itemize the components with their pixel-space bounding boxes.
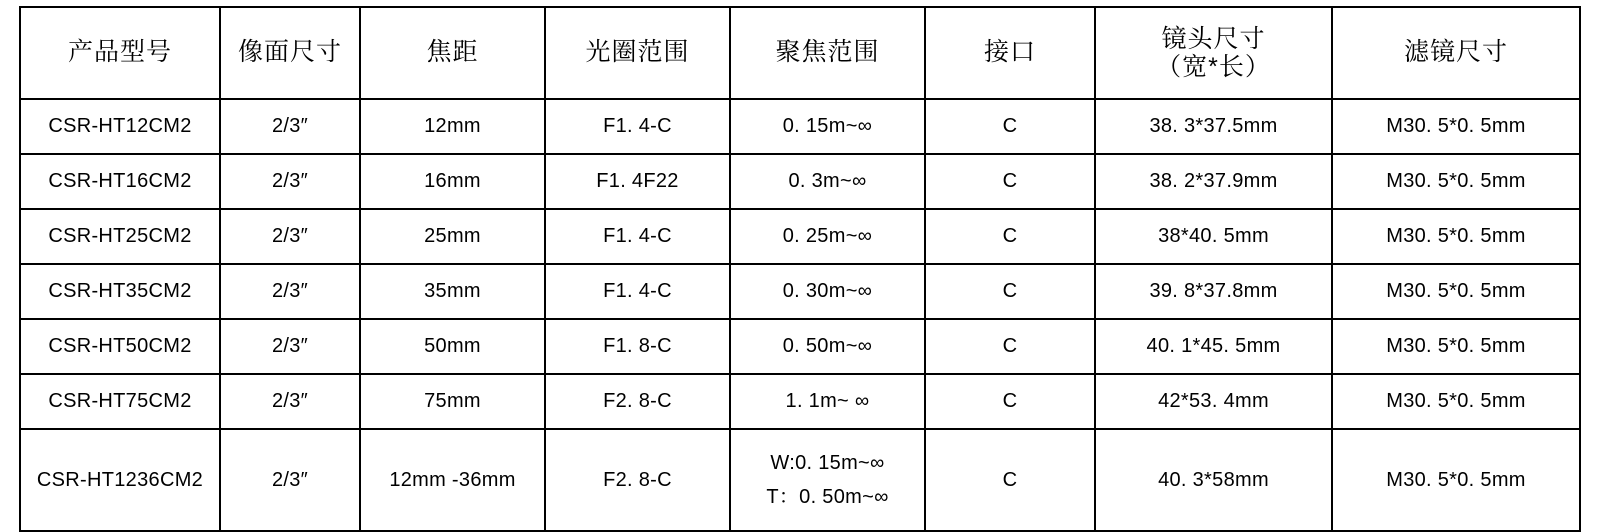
- cell-lens-size: 38. 3*37.5mm: [1095, 99, 1332, 154]
- cell-aperture-range: F2. 8-C: [545, 429, 730, 531]
- cell-model: CSR-HT35CM2: [20, 264, 220, 319]
- cell-aperture-range: F1. 4-C: [545, 264, 730, 319]
- cell-aperture-range: F2. 8-C: [545, 374, 730, 429]
- cell-aperture-range: F1. 4-C: [545, 99, 730, 154]
- cell-focus-range-tele: T：0. 50m~∞: [766, 486, 889, 508]
- cell-focus-range: 0. 50m~∞: [730, 319, 925, 374]
- column-header-mount: 接口: [925, 7, 1095, 99]
- header-row: [20, 7, 1580, 99]
- cell-focal-length: 35mm: [360, 264, 545, 319]
- cell-lens-size: 40. 1*45. 5mm: [1095, 319, 1332, 374]
- cell-focus-range: 0. 30m~∞: [730, 264, 925, 319]
- cell-mount: C: [925, 319, 1095, 374]
- cell-lens-size: 42*53. 4mm: [1095, 374, 1332, 429]
- cell-image-size: 2/3″: [220, 319, 360, 374]
- cell-aperture-range: F1. 8-C: [545, 319, 730, 374]
- cell-focal-length: 25mm: [360, 209, 545, 264]
- cell-focal-length: 16mm: [360, 154, 545, 209]
- cell-focus-range: 0. 25m~∞: [730, 209, 925, 264]
- cell-focus-range: 1. 1m~ ∞: [730, 374, 925, 429]
- cell-model: CSR-HT12CM2: [20, 99, 220, 154]
- cell-filter-size: M30. 5*0. 5mm: [1332, 264, 1580, 319]
- cell-lens-size: 38*40. 5mm: [1095, 209, 1332, 264]
- table-row: [20, 374, 1580, 429]
- table-row: [20, 99, 1580, 154]
- column-header-image-size: 像面尺寸: [220, 7, 360, 99]
- cell-mount: C: [925, 374, 1095, 429]
- column-header-aperture-range: 光圈范围: [545, 7, 730, 99]
- cell-focus-range: 0. 15m~∞: [730, 99, 925, 154]
- cell-filter-size: M30. 5*0. 5mm: [1332, 99, 1580, 154]
- cell-filter-size: M30. 5*0. 5mm: [1332, 374, 1580, 429]
- cell-lens-size: 40. 3*58mm: [1095, 429, 1332, 531]
- cell-focal-length: 50mm: [360, 319, 545, 374]
- cell-aperture-range: F1. 4F22: [545, 154, 730, 209]
- cell-image-size: 2/3″: [220, 209, 360, 264]
- cell-lens-size: 39. 8*37.8mm: [1095, 264, 1332, 319]
- cell-filter-size: M30. 5*0. 5mm: [1332, 429, 1580, 531]
- cell-model: CSR-HT16CM2: [20, 154, 220, 209]
- column-header-lens-size-line2: （宽*长）: [1156, 53, 1271, 81]
- cell-model: CSR-HT25CM2: [20, 209, 220, 264]
- cell-model: CSR-HT1236CM2: [20, 429, 220, 531]
- cell-mount: C: [925, 209, 1095, 264]
- cell-focus-range: [730, 429, 925, 531]
- cell-model: CSR-HT50CM2: [20, 319, 220, 374]
- cell-mount: C: [925, 264, 1095, 319]
- cell-lens-size: 38. 2*37.9mm: [1095, 154, 1332, 209]
- cell-mount: C: [925, 429, 1095, 531]
- column-header-filter-size: 滤镜尺寸: [1332, 7, 1580, 99]
- cell-mount: C: [925, 154, 1095, 209]
- table-row: [20, 264, 1580, 319]
- cell-image-size: 2/3″: [220, 429, 360, 531]
- cell-focal-length: 75mm: [360, 374, 545, 429]
- column-header-lens-size-line1: 镜头尺寸: [1161, 25, 1266, 53]
- column-header-lens-size: [1095, 7, 1332, 99]
- cell-focus-range-wide: W:0. 15m~∞: [770, 452, 885, 474]
- table-row: [20, 154, 1580, 209]
- cell-image-size: 2/3″: [220, 374, 360, 429]
- cell-filter-size: M30. 5*0. 5mm: [1332, 209, 1580, 264]
- table-row: [20, 319, 1580, 374]
- cell-aperture-range: F1. 4-C: [545, 209, 730, 264]
- cell-model: CSR-HT75CM2: [20, 374, 220, 429]
- cell-image-size: 2/3″: [220, 99, 360, 154]
- column-header-model: 产品型号: [20, 7, 220, 99]
- cell-focus-range: 0. 3m~∞: [730, 154, 925, 209]
- cell-image-size: 2/3″: [220, 154, 360, 209]
- table-row: [20, 209, 1580, 264]
- cell-focal-length: 12mm -36mm: [360, 429, 545, 531]
- cell-filter-size: M30. 5*0. 5mm: [1332, 319, 1580, 374]
- column-header-focus-range: 聚焦范围: [730, 7, 925, 99]
- cell-filter-size: M30. 5*0. 5mm: [1332, 154, 1580, 209]
- table-row: [20, 429, 1580, 531]
- cell-mount: C: [925, 99, 1095, 154]
- table-body: [20, 99, 1580, 531]
- cell-focal-length: 12mm: [360, 99, 545, 154]
- table-header: [20, 7, 1580, 99]
- column-header-focal-length: 焦距: [360, 7, 545, 99]
- cell-image-size: 2/3″: [220, 264, 360, 319]
- lens-specification-table: [19, 6, 1581, 532]
